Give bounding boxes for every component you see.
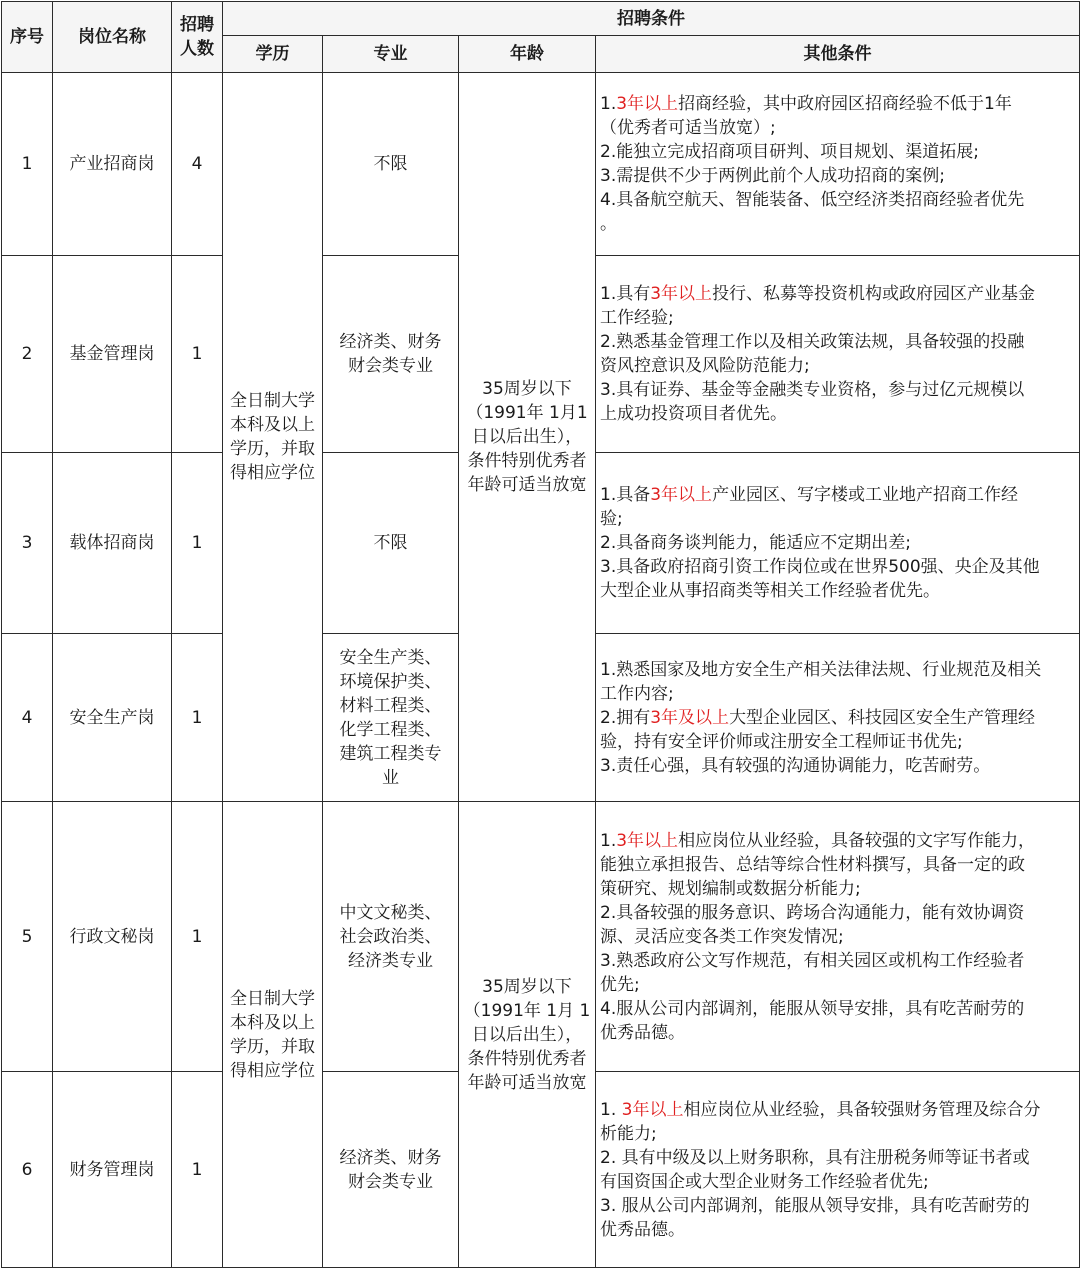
condition-text: 工作内容; <box>600 683 674 704</box>
condition-line <box>600 973 1075 997</box>
row-position: 基金管理岗 <box>53 256 172 453</box>
condition-line <box>600 555 1075 579</box>
condition-line <box>600 507 1075 531</box>
condition-text: 上成功投资项目者优先。 <box>600 404 787 424</box>
condition-text: 1.具备 <box>600 485 651 505</box>
age-line: （1991年 1月1 <box>466 403 588 423</box>
row-major <box>323 73 459 256</box>
header-position: 岗位名称 <box>53 2 172 73</box>
condition-line <box>600 116 1075 140</box>
condition-text: 优先; <box>600 974 640 995</box>
row-position: 行政文秘岗 <box>53 802 172 1072</box>
row-age <box>459 802 596 1268</box>
condition-text: 1.具有 <box>600 284 651 304</box>
condition-line <box>600 901 1075 925</box>
education-line: 学历，并取 <box>230 1036 315 1057</box>
condition-line <box>600 306 1075 330</box>
age-line: 日以后出生）， <box>471 427 583 447</box>
condition-line <box>600 829 1075 853</box>
condition-highlight: 3年以上 <box>650 485 713 505</box>
condition-line <box>600 140 1075 164</box>
condition-text: 策研究、规划编制或数据分析能力; <box>600 878 861 899</box>
row-seq: 3 <box>2 453 53 634</box>
row-education <box>223 802 323 1268</box>
condition-text: （优秀者可适当放宽）; <box>600 118 776 138</box>
condition-text: 2.具备商务谈判能力，能适应不定期出差; <box>600 533 911 553</box>
condition-text: 验; <box>600 509 623 529</box>
row-position: 财务管理岗 <box>53 1072 172 1268</box>
condition-line <box>600 730 1075 754</box>
condition-text: 资风控意识及风险防范能力; <box>600 356 810 376</box>
row-major <box>323 802 459 1072</box>
row-major <box>323 256 459 453</box>
row-seq: 2 <box>2 256 53 453</box>
row-count: 1 <box>172 256 223 453</box>
condition-line <box>600 1170 1075 1194</box>
row-count: 1 <box>172 634 223 802</box>
condition-line <box>600 1218 1075 1242</box>
header-conditions: 招聘条件 <box>223 2 1080 36</box>
education-line: 本科及以上 <box>230 415 315 435</box>
age-line: 条件特别优秀者 <box>467 451 587 471</box>
condition-highlight: 3年以上 <box>650 284 713 304</box>
row-conditions <box>596 802 1080 1072</box>
condition-line <box>600 1122 1075 1146</box>
condition-text: 3.具有证券、基金等金融类专业资格，参与过亿元规模以 <box>600 380 1025 400</box>
row-major <box>323 453 459 634</box>
condition-line <box>600 877 1075 901</box>
condition-text: 4.服从公司内部调剂，能服从领导安排，具有吃苦耐劳的 <box>600 998 1025 1019</box>
condition-text: 4.具备航空航天、智能装备、低空经济类招商经验者优先 <box>600 190 1025 210</box>
condition-highlight: 3年以上 <box>621 1099 684 1120</box>
condition-text: 1. <box>600 830 617 851</box>
row-conditions <box>596 73 1080 256</box>
condition-text: 2.拥有 <box>600 707 651 728</box>
header-headcount-line: 人数 <box>180 39 214 59</box>
condition-text: 源、灵活应变各类工作突发情况; <box>600 926 844 947</box>
header-headcount <box>172 2 223 73</box>
condition-line <box>600 658 1075 682</box>
condition-line <box>600 330 1075 354</box>
condition-line <box>600 483 1075 507</box>
row-major <box>323 1072 459 1268</box>
condition-line <box>600 579 1075 603</box>
row-major <box>323 634 459 802</box>
condition-text: 3. 服从公司内部调剂，能服从领导安排，具有吃苦耐劳的 <box>600 1195 1030 1216</box>
condition-line <box>600 682 1075 706</box>
condition-text: 优秀品德。 <box>600 1219 685 1240</box>
condition-text: 能独立承担报告、总结等综合性材料撰写，具备一定的政 <box>600 854 1025 875</box>
age-line: （1991年 1月 1 <box>463 1000 591 1021</box>
condition-line <box>600 378 1075 402</box>
education-line: 得相应学位 <box>230 1060 315 1081</box>
major-line: 业 <box>382 767 399 788</box>
row-conditions <box>596 453 1080 634</box>
condition-line <box>600 997 1075 1021</box>
condition-text: 2. 具有中级及以上财务职称，具有注册税务师等证书者或 <box>600 1147 1030 1168</box>
condition-text: 工作经验; <box>600 308 674 328</box>
major-line: 财会类专业 <box>348 1171 433 1192</box>
education-line: 本科及以上 <box>230 1012 315 1033</box>
condition-highlight: 3年以上 <box>616 830 679 851</box>
condition-text: 相应岗位从业经验，具备较强财务管理及综合分 <box>683 1099 1041 1120</box>
condition-text: 析能力; <box>600 1123 657 1144</box>
education-line: 全日制大学 <box>230 391 315 411</box>
header-major: 专业 <box>323 36 459 73</box>
condition-line <box>600 1194 1075 1218</box>
condition-line <box>600 853 1075 877</box>
row-seq: 4 <box>2 634 53 802</box>
header-other: 其他条件 <box>596 36 1080 73</box>
row-position: 产业招商岗 <box>53 73 172 256</box>
major-line: 环境保护类、 <box>339 671 442 692</box>
row-seq: 1 <box>2 73 53 256</box>
condition-line <box>600 92 1075 116</box>
row-count: 4 <box>172 73 223 256</box>
row-conditions <box>596 1072 1080 1268</box>
condition-text: 1.熟悉国家及地方安全生产相关法律法规、行业规范及相关 <box>600 659 1042 680</box>
condition-text: 产业园区、写字楼或工业地产招商工作经 <box>712 485 1019 505</box>
row-conditions <box>596 256 1080 453</box>
condition-line <box>600 282 1075 306</box>
condition-text: 验，持有安全评价师或注册安全工程师证书优先; <box>600 731 963 752</box>
condition-line <box>600 354 1075 378</box>
row-seq: 5 <box>2 802 53 1072</box>
condition-text: 有国资国企或大型企业财务工作经验者优先; <box>600 1171 929 1192</box>
row-position: 安全生产岗 <box>53 634 172 802</box>
table-body <box>2 73 1080 1268</box>
condition-line <box>600 164 1075 188</box>
row-conditions <box>596 634 1080 802</box>
header-education: 学历 <box>223 36 323 73</box>
condition-line <box>600 754 1075 778</box>
age-line: 35周岁以下 <box>482 976 572 997</box>
major-line: 经济类、财务 <box>339 1147 442 1168</box>
condition-line <box>600 402 1075 426</box>
major-line: 不限 <box>373 533 408 553</box>
header-headcount-line: 招聘 <box>180 15 214 35</box>
condition-text: 3.具备政府招商引资工作岗位或在世界500强、央企及其他 <box>600 557 1040 577</box>
row-seq: 6 <box>2 1072 53 1268</box>
age-line: 35周岁以下 <box>482 379 572 399</box>
condition-text: 。 <box>600 214 617 234</box>
age-line: 年龄可适当放宽 <box>467 475 587 495</box>
condition-text: 3.责任心强，具有较强的沟通协调能力，吃苦耐劳。 <box>600 755 991 776</box>
condition-text: 大型企业从事招商类等相关工作经验者优先。 <box>600 581 940 601</box>
condition-text: 3.需提供不少于两例此前个人成功招商的案例; <box>600 166 945 186</box>
major-line: 经济类专业 <box>348 950 433 971</box>
row-age <box>459 73 596 802</box>
condition-text: 优秀品德。 <box>600 1022 685 1043</box>
education-line: 全日制大学 <box>230 988 315 1009</box>
table-row <box>2 73 1080 256</box>
condition-line <box>600 1021 1075 1045</box>
condition-line <box>600 949 1075 973</box>
row-count: 1 <box>172 802 223 1072</box>
condition-text: 1. <box>600 1099 622 1120</box>
condition-highlight: 3年及以上 <box>650 707 730 728</box>
education-line: 得相应学位 <box>230 463 315 483</box>
row-count: 1 <box>172 1072 223 1268</box>
major-line: 社会政治类、 <box>339 926 442 947</box>
condition-line <box>600 212 1075 236</box>
age-line: 年龄可适当放宽 <box>467 1072 587 1093</box>
age-line: 日以后出生）， <box>471 1024 583 1045</box>
condition-line <box>600 1098 1075 1122</box>
condition-text: 大型企业园区、科技园区安全生产管理经 <box>729 707 1036 728</box>
condition-line <box>600 925 1075 949</box>
condition-line <box>600 1146 1075 1170</box>
condition-text: 相应岗位从业经验，具备较强的文字写作能力， <box>678 830 1036 851</box>
condition-text: 2.能独立完成招商项目研判、项目规划、渠道拓展; <box>600 142 979 162</box>
condition-text: 1. <box>600 94 617 114</box>
major-line: 中文文秘类、 <box>339 902 442 923</box>
condition-text: 2.具备较强的服务意识、跨场合沟通能力，能有效协调资 <box>600 902 1025 923</box>
major-line: 不限 <box>373 154 408 174</box>
condition-highlight: 3年以上 <box>616 94 679 114</box>
recruitment-table <box>1 1 1080 1268</box>
condition-text: 3.熟悉政府公文写作规范，有相关园区或机构工作经验者 <box>600 950 1025 971</box>
major-line: 财会类专业 <box>348 356 433 376</box>
condition-text: 投行、私募等投资机构或政府园区产业基金 <box>712 284 1036 304</box>
age-line: 条件特别优秀者 <box>467 1048 587 1069</box>
major-line: 材料工程类、 <box>339 695 442 716</box>
row-position: 载体招商岗 <box>53 453 172 634</box>
table-row <box>2 802 1080 1072</box>
major-line: 安全生产类、 <box>339 647 442 668</box>
condition-line <box>600 706 1075 730</box>
major-line: 经济类、财务 <box>339 332 442 352</box>
condition-line <box>600 531 1075 555</box>
major-line: 化学工程类、 <box>339 719 442 740</box>
condition-text: 招商经验，其中政府园区招商经验不低于1年 <box>678 94 1012 114</box>
condition-line <box>600 188 1075 212</box>
major-line: 建筑工程类专 <box>339 743 442 764</box>
row-education <box>223 73 323 802</box>
header-seq: 序号 <box>2 2 53 73</box>
header-age: 年龄 <box>459 36 596 73</box>
education-line: 学历，并取 <box>230 439 315 459</box>
row-count: 1 <box>172 453 223 634</box>
condition-text: 2.熟悉基金管理工作以及相关政策法规，具备较强的投融 <box>600 332 1025 352</box>
